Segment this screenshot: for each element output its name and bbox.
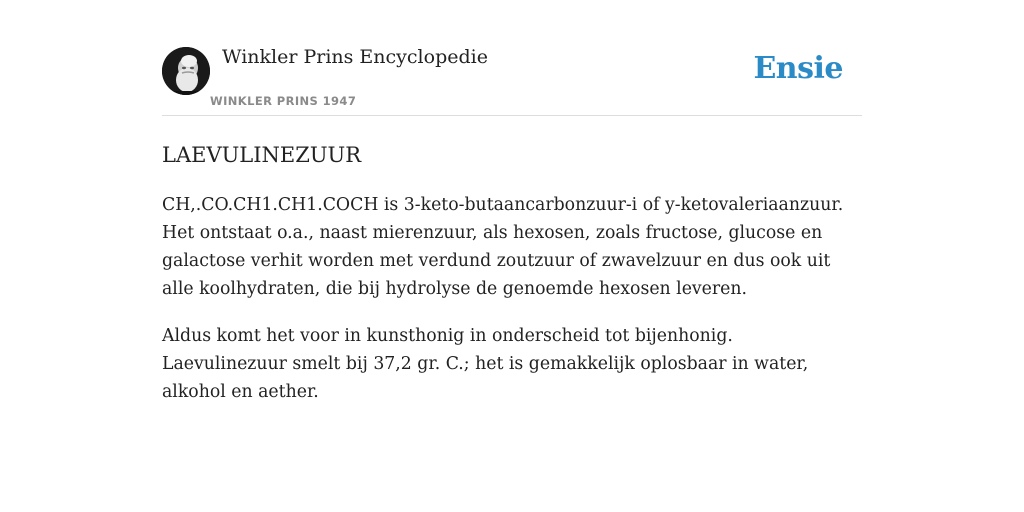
source-subtitle-link[interactable]: WINKLER PRINS 1947	[210, 94, 357, 108]
article-title: LAEVULINEZUUR	[162, 143, 362, 167]
page	[162, 0, 862, 406]
bearded-man-portrait-icon[interactable]	[162, 47, 210, 95]
source-header	[162, 0, 862, 116]
source-title-link[interactable]: Winkler Prins Encyclopedie	[222, 46, 488, 68]
article-paragraph: Aldus komt het voor in kunsthonig in onderscheid tot bijenhonig. Laevulinezuur smelt bij 37,2 gr. C.; het is gemakkelijk oplosbaar in water, alkohol en aether.	[162, 326, 809, 402]
avatar-image	[162, 47, 210, 95]
ensie-logo[interactable]: Ensie	[753, 51, 843, 86]
article-paragraph: CH,.CO.CH1.CH1.COCH is 3-keto-butaancarbonzuur-i of y-ketovaleriaanzuur. Het ontstaat o.a., naast mierenzuur, als hexosen, zoals fructose, glucose en galactose verhit worden met verdund zoutzuur of zwavelzuur en dus ook uit alle koolhydraten, die bij hydrolyse de genoemde hexosen leveren.	[162, 195, 844, 299]
article-body	[162, 191, 862, 406]
